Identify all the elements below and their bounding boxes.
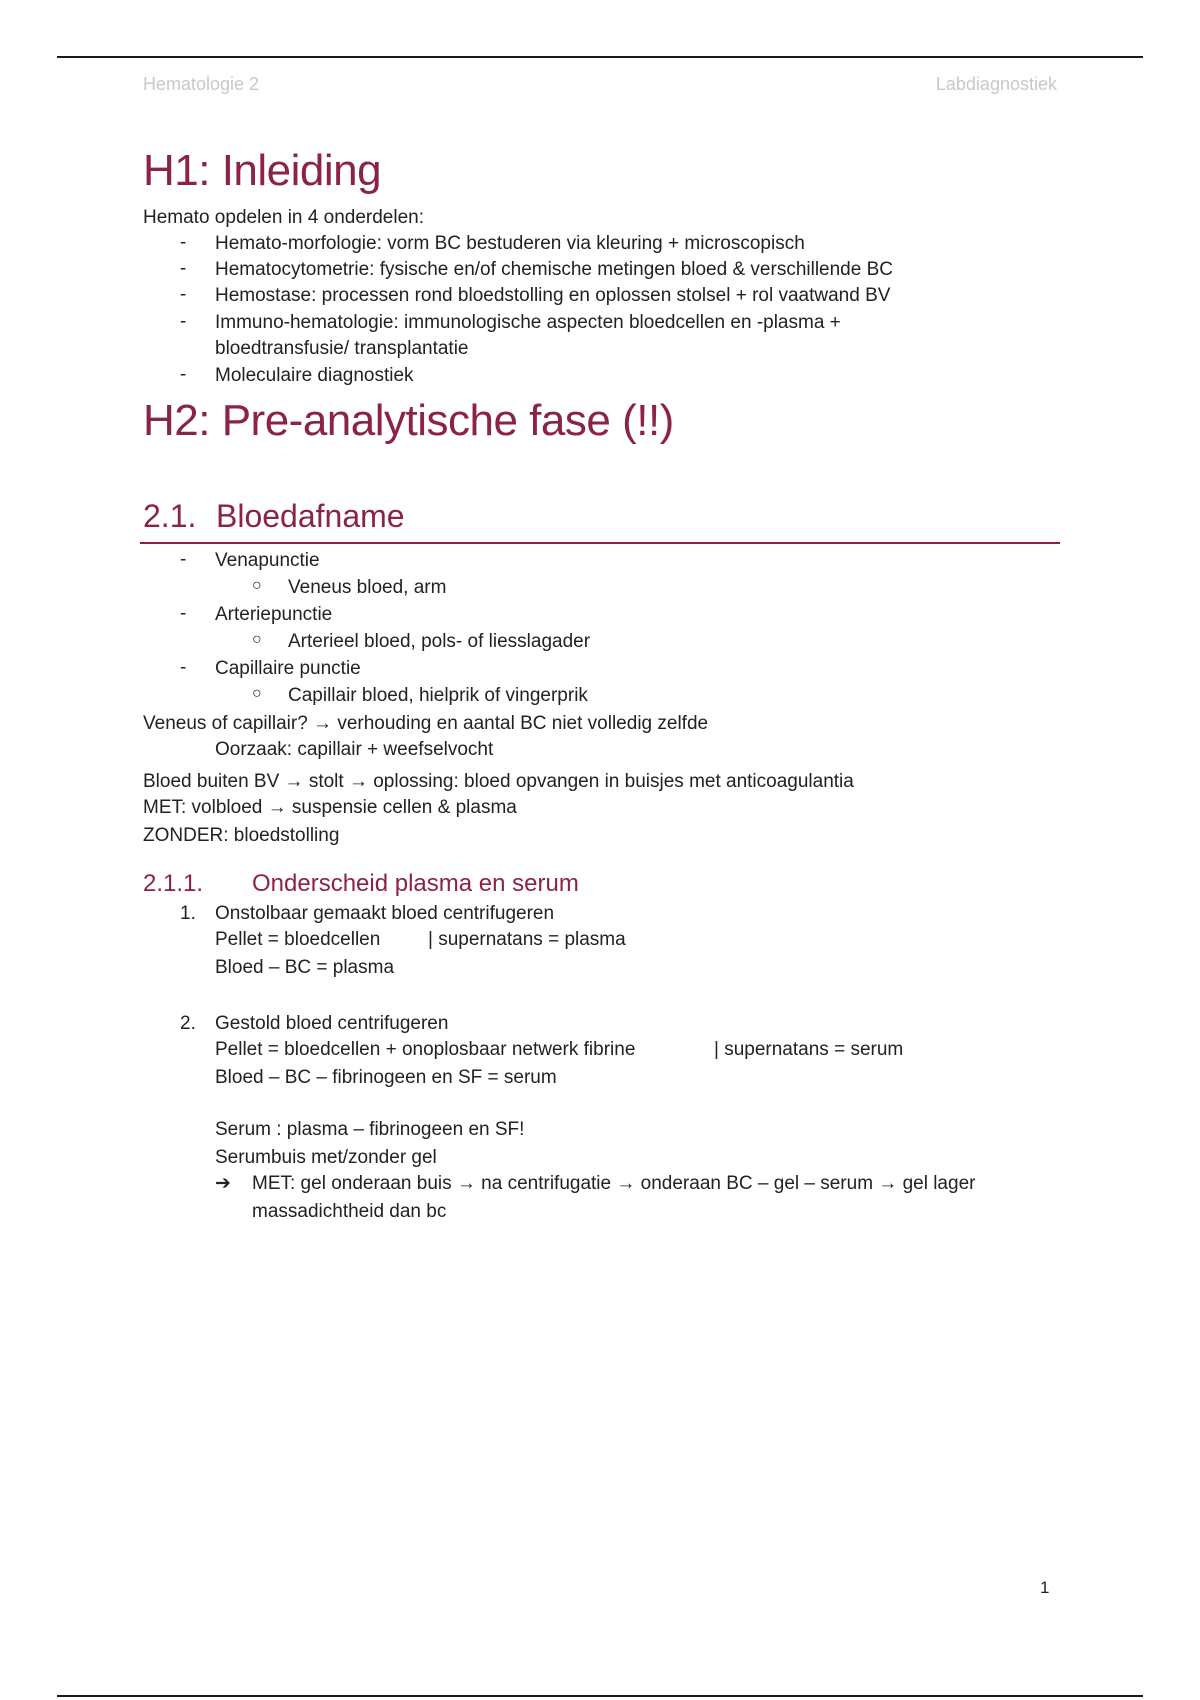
step-number: 1.: [180, 903, 196, 924]
footer-rule: [57, 1695, 1143, 1697]
list-item: Capillaire punctie: [215, 658, 361, 679]
list-item-continuation: bloedtransfusie/ transplantatie: [215, 338, 469, 359]
paragraph-line: ZONDER: bloedstolling: [143, 825, 340, 846]
paragraph-line: Bloed buiten BV → stolt → oplossing: bloed opvangen in buisjes met anticoagulantia: [143, 771, 854, 792]
paragraph-line: MET: volbloed → suspensie cellen & plasma: [143, 797, 517, 818]
list-dash: -: [180, 284, 187, 305]
list-item: Venapunctie: [215, 550, 320, 571]
step-formula: Bloed – BC = plasma: [215, 957, 395, 978]
step-supernatant: | supernatans = plasma: [428, 929, 626, 950]
list-item: Hemostase: processen rond bloedstolling en oplossen stolsel + rol vaatwand BV: [215, 285, 891, 306]
step-number: 2.: [180, 1013, 196, 1034]
running-header-subject: Labdiagnostiek: [935, 74, 1057, 94]
step-supernatant: | supernatans = serum: [714, 1039, 904, 1060]
arrow-note-continuation: massadichtheid dan bc: [252, 1201, 447, 1222]
section-number-2-1-1: 2.1.1.: [143, 870, 204, 897]
list-dash: -: [180, 232, 187, 253]
section-number-2-1: 2.1.: [143, 498, 197, 534]
sub-list-item: Capillair bloed, hielprik of vingerprik: [288, 685, 588, 706]
arrow-note-line: MET: gel onderaan buis → na centrifugatie → onderaan BC – gel – serum → gel lager: [252, 1173, 976, 1194]
heading-h2-pre-analytische-fase: H2: Pre-analytische fase (!!): [143, 396, 674, 445]
list-dash: -: [180, 657, 187, 678]
list-dash: -: [180, 258, 187, 279]
circle-bullet-icon: ○: [252, 577, 262, 594]
list-dash: -: [180, 549, 187, 570]
list-item: Arteriepunctie: [215, 604, 333, 625]
list-dash: -: [180, 311, 187, 332]
note-line: Serumbuis met/zonder gel: [215, 1147, 437, 1168]
list-item: Hemato-morfologie: vorm BC bestuderen via kleuring + microscopisch: [215, 233, 805, 254]
step-pellet: Pellet = bloedcellen: [215, 929, 381, 950]
sub-list-item: Arterieel bloed, pols- of liesslagader: [288, 631, 591, 652]
list-item: Immuno-hematologie: immunologische aspecten bloedcellen en -plasma +: [215, 312, 841, 333]
running-header-course: Hematologie 2: [143, 74, 260, 94]
header-rule: [57, 56, 1143, 58]
arrow-bullet-icon: ➔: [215, 1173, 231, 1194]
list-dash: -: [180, 364, 187, 385]
list-dash: -: [180, 603, 187, 624]
step-title: Gestold bloed centrifugeren: [215, 1013, 449, 1034]
list-item: Hematocytometrie: fysische en/of chemische metingen bloed & verschillende BC: [215, 259, 893, 280]
circle-bullet-icon: ○: [252, 631, 262, 648]
sub-list-item: Veneus bloed, arm: [288, 577, 447, 598]
note-line: Serum : plasma – fibrinogeen en SF!: [215, 1119, 525, 1140]
page-number: 1: [1040, 1578, 1050, 1597]
section-title-onderscheid: Onderscheid plasma en serum: [252, 870, 579, 897]
paragraph-line: Veneus of capillair? → verhouding en aantal BC niet volledig zelfde: [143, 713, 709, 734]
section-rule: [140, 542, 1060, 544]
heading-h1-inleiding: H1: Inleiding: [143, 146, 382, 195]
circle-bullet-icon: ○: [252, 685, 262, 702]
step-title: Onstolbaar gemaakt bloed centrifugeren: [215, 903, 555, 924]
section-title-bloedafname: Bloedafname: [216, 498, 405, 534]
list-item: Moleculaire diagnostiek: [215, 365, 414, 386]
step-pellet: Pellet = bloedcellen + onoplosbaar netwerk fibrine: [215, 1039, 636, 1060]
step-formula: Bloed – BC – fibrinogeen en SF = serum: [215, 1067, 557, 1088]
paragraph-line: Oorzaak: capillair + weefselvocht: [215, 739, 494, 760]
h1-intro: Hemato opdelen in 4 onderdelen:: [143, 207, 424, 228]
